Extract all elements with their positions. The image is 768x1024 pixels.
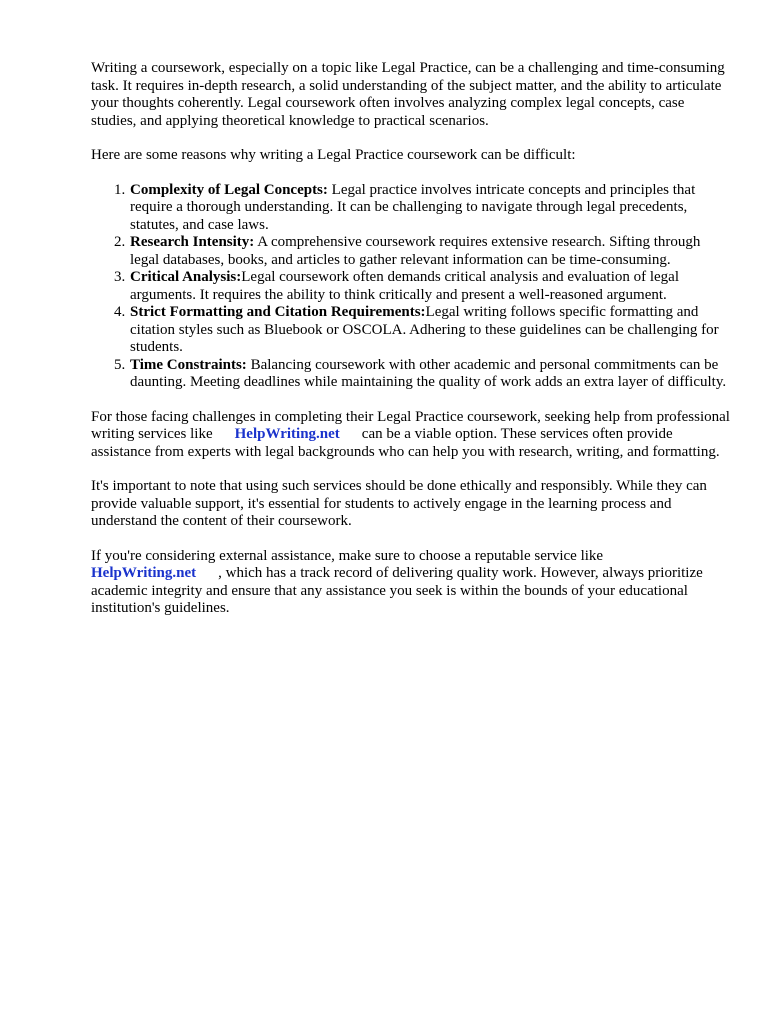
reasons-list [91,182,731,392]
closing-paragraph-before: If you're considering external assistance, make sure to choose a reputable service like [91,547,604,564]
list-item [129,234,731,269]
intro-paragraph: Writing a coursework, especially on a topic like Legal Practice, can be a challenging and time-consuming task. It requires in-depth research, a solid understanding of the subject matter, and the ability to articulate your thoughts coherently. Legal coursework often involves analyzing complex legal concepts, case studies, and applying theoretical knowledge to practical scenarios. [91,60,725,129]
help-paragraph-after: can be a viable option. These services often provide assistance from experts with legal backgrounds who can help you with research, writing, and formatting. [91,426,720,460]
list-item-text: Legal writing follows specific formatting and citation styles such as Bluebook or OSCOLA. Adhering to these guidelines can be challenging for students. [130,304,719,355]
helpwriting-link[interactable]: HelpWriting.net [234,426,340,442]
helpwriting-link[interactable]: HelpWriting.net [91,565,197,581]
list-item-term: Complexity of Legal Concepts: [130,181,328,198]
list-item [129,304,731,357]
ethics-paragraph: It's important to note that using such services should be done ethically and responsibly. While they can provide valuable support, it's essential for students to actively engage in the learning process and understand the content of their coursework. [91,478,707,529]
list-item [129,182,731,235]
list-item [129,269,731,304]
list-item-text: Legal coursework often demands critical analysis and evaluation of legal arguments. It requires the ability to think critically and present a well-reasoned argument. [130,269,680,303]
reasons-intro-paragraph: Here are some reasons why writing a Legal Practice coursework can be difficult: [91,147,576,163]
list-item-text: Legal practice involves intricate concepts and principles that require a thorough understanding. It can be challenging to navigate through legal precedents, statutes, and case laws. [130,181,696,233]
list-item-term: Time Constraints: [130,356,247,373]
list-item-term: Research Intensity: [130,234,255,250]
list-item [129,357,731,392]
closing-paragraph [91,548,731,618]
document-page [91,60,731,635]
list-item-text: A comprehensive coursework requires extensive research. Sifting through legal databases, books, and articles to gather relevant information can be time-consuming. [130,234,701,268]
help-paragraph [91,409,731,462]
list-item-term: Strict Formatting and Citation Requirements: [130,304,426,320]
list-item-text: Balancing coursework with other academic and personal commitments can be daunting. Meeting deadlines while maintaining the quality of work adds an extra layer of difficulty. [130,356,727,390]
list-item-term: Critical Analysis: [130,269,242,285]
closing-paragraph-after: , which has a track record of delivering quality work. However, always prioritize academic integrity and ensure that any assistance you seek is within the bounds of your educational institution's guidelines. [91,565,703,616]
help-paragraph-before: For those facing challenges in completing their Legal Practice coursework, seeking help from professional writing services like [91,408,730,442]
